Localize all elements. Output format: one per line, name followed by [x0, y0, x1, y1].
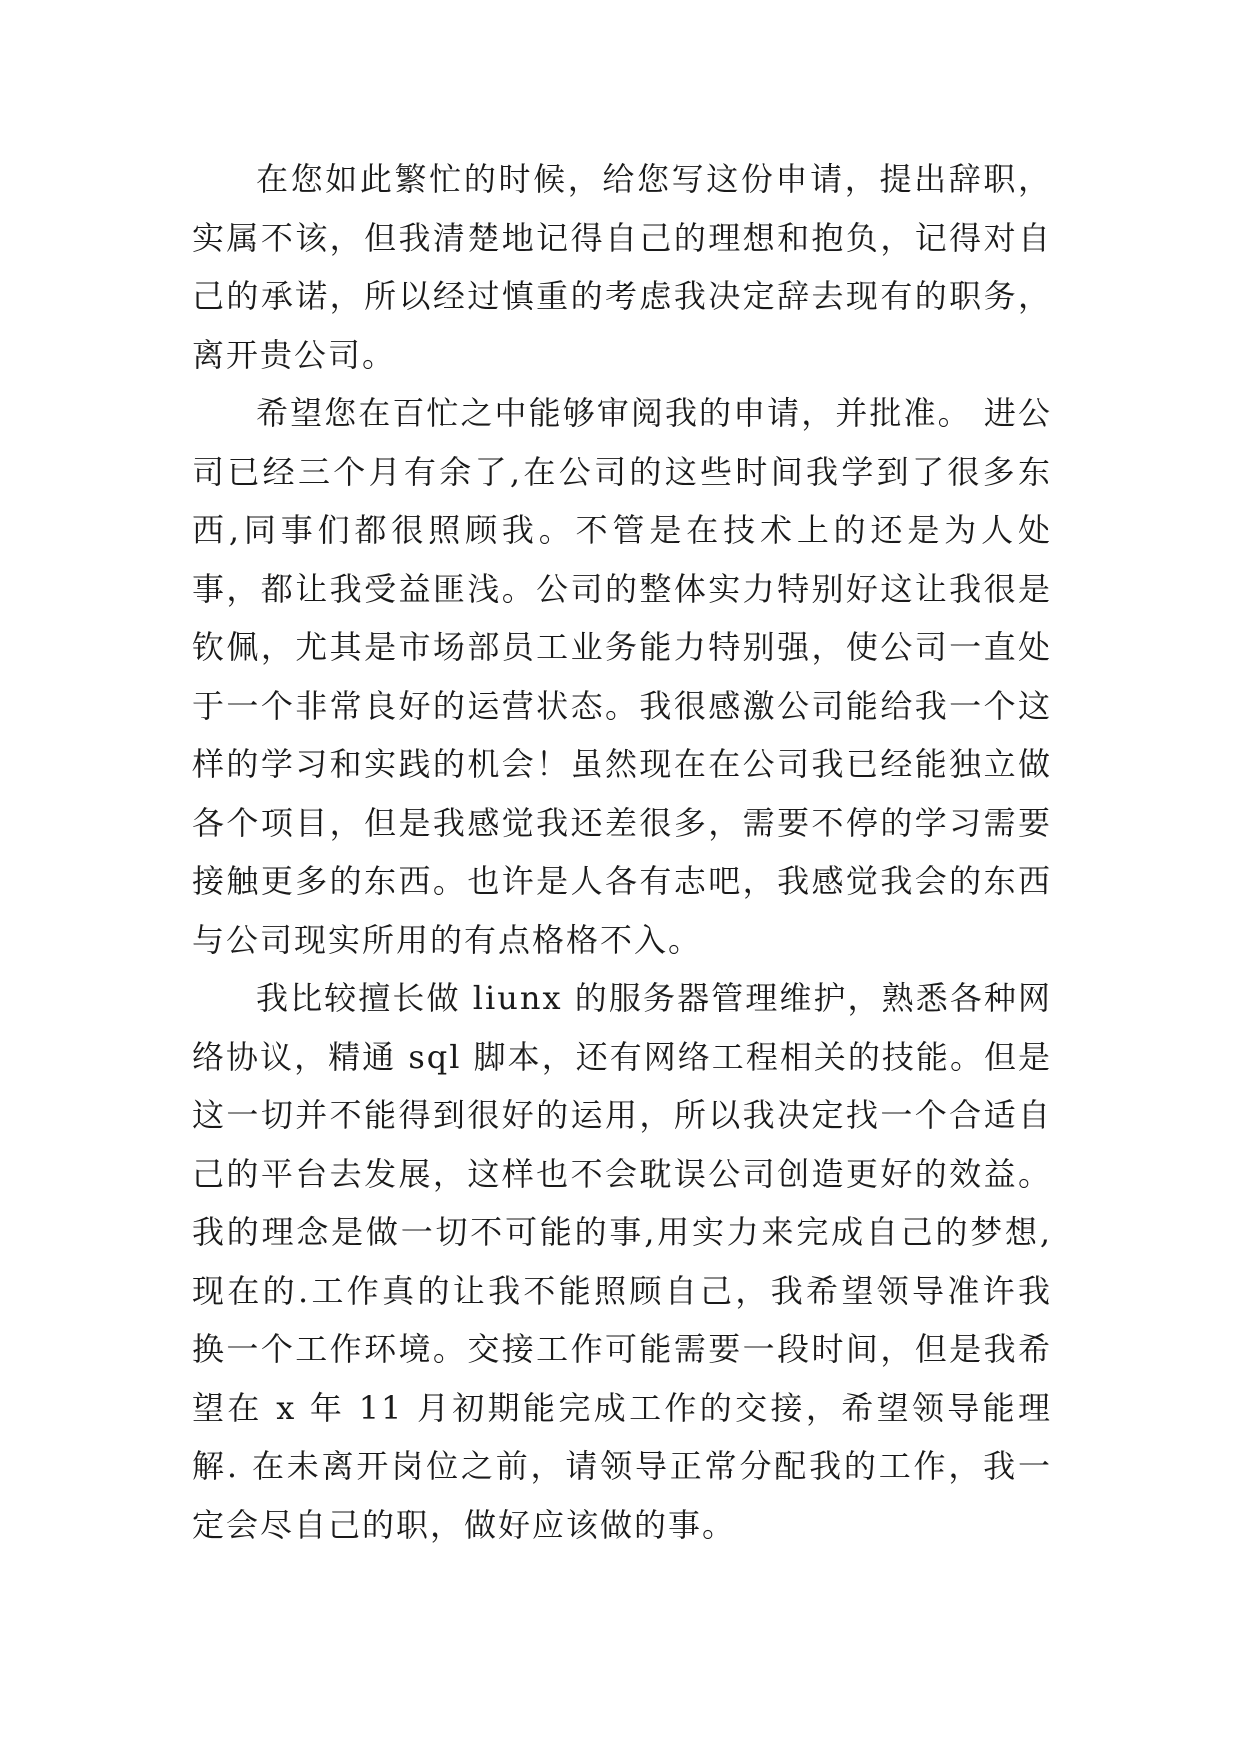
paragraph-2: 希望您在百忙之中能够审阅我的申请，并批准。 进公司已经三个月有余了,在公司的这些时间我学到了很多东西,同事们都很照顾我。不管是在技术上的还是为人处事，都让我受益匪浅。公司的整体实力特别好这让我很是钦佩，尤其是市场部员工业务能力特别强，使公司一直处于一个非常良好的运营状态。我很感激公司能给我一个这样的学习和实践的机会！虽然现在在公司我已经能独立做各个项目，但是我感觉我还差很多，需要不停的学习需要接触更多的东西。也许是人各有志吧，我感觉我会的东西与公司现实所用的有点格格不入。	[192, 394, 1052, 959]
paragraph-3: 我比较擅长做 liunx 的服务器管理维护，熟悉各种网络协议，精通 sql 脚本，还有网络工程相关的技能。但是这一切并不能得到很好的运用，所以我决定找一个合适自己的平台去发展，这样也不会耽误公司创造更好的效益。 我的理念是做一切不可能的事,用实力来完成自己的梦想,现在的.工作真的让我不能照顾自己，我希望领导准许我换一个工作环境。交接工作可能需要一段时间，但是我希望在 x 年 11 月初期能完成工作的交接，希望领导能理解. 在未离开岗位之前，请领导正常分配我的工作，我一定会尽自己的职，做好应该做的事。	[192, 979, 1052, 1544]
document-body	[192, 150, 1052, 1554]
paragraph-1: 在您如此繁忙的时候，给您写这份申请，提出辞职，实属不该，但我清楚地记得自己的理想和抱负，记得对自己的承诺，所以经过慎重的考虑我决定辞去现有的职务，离开贵公司。	[192, 160, 1052, 374]
